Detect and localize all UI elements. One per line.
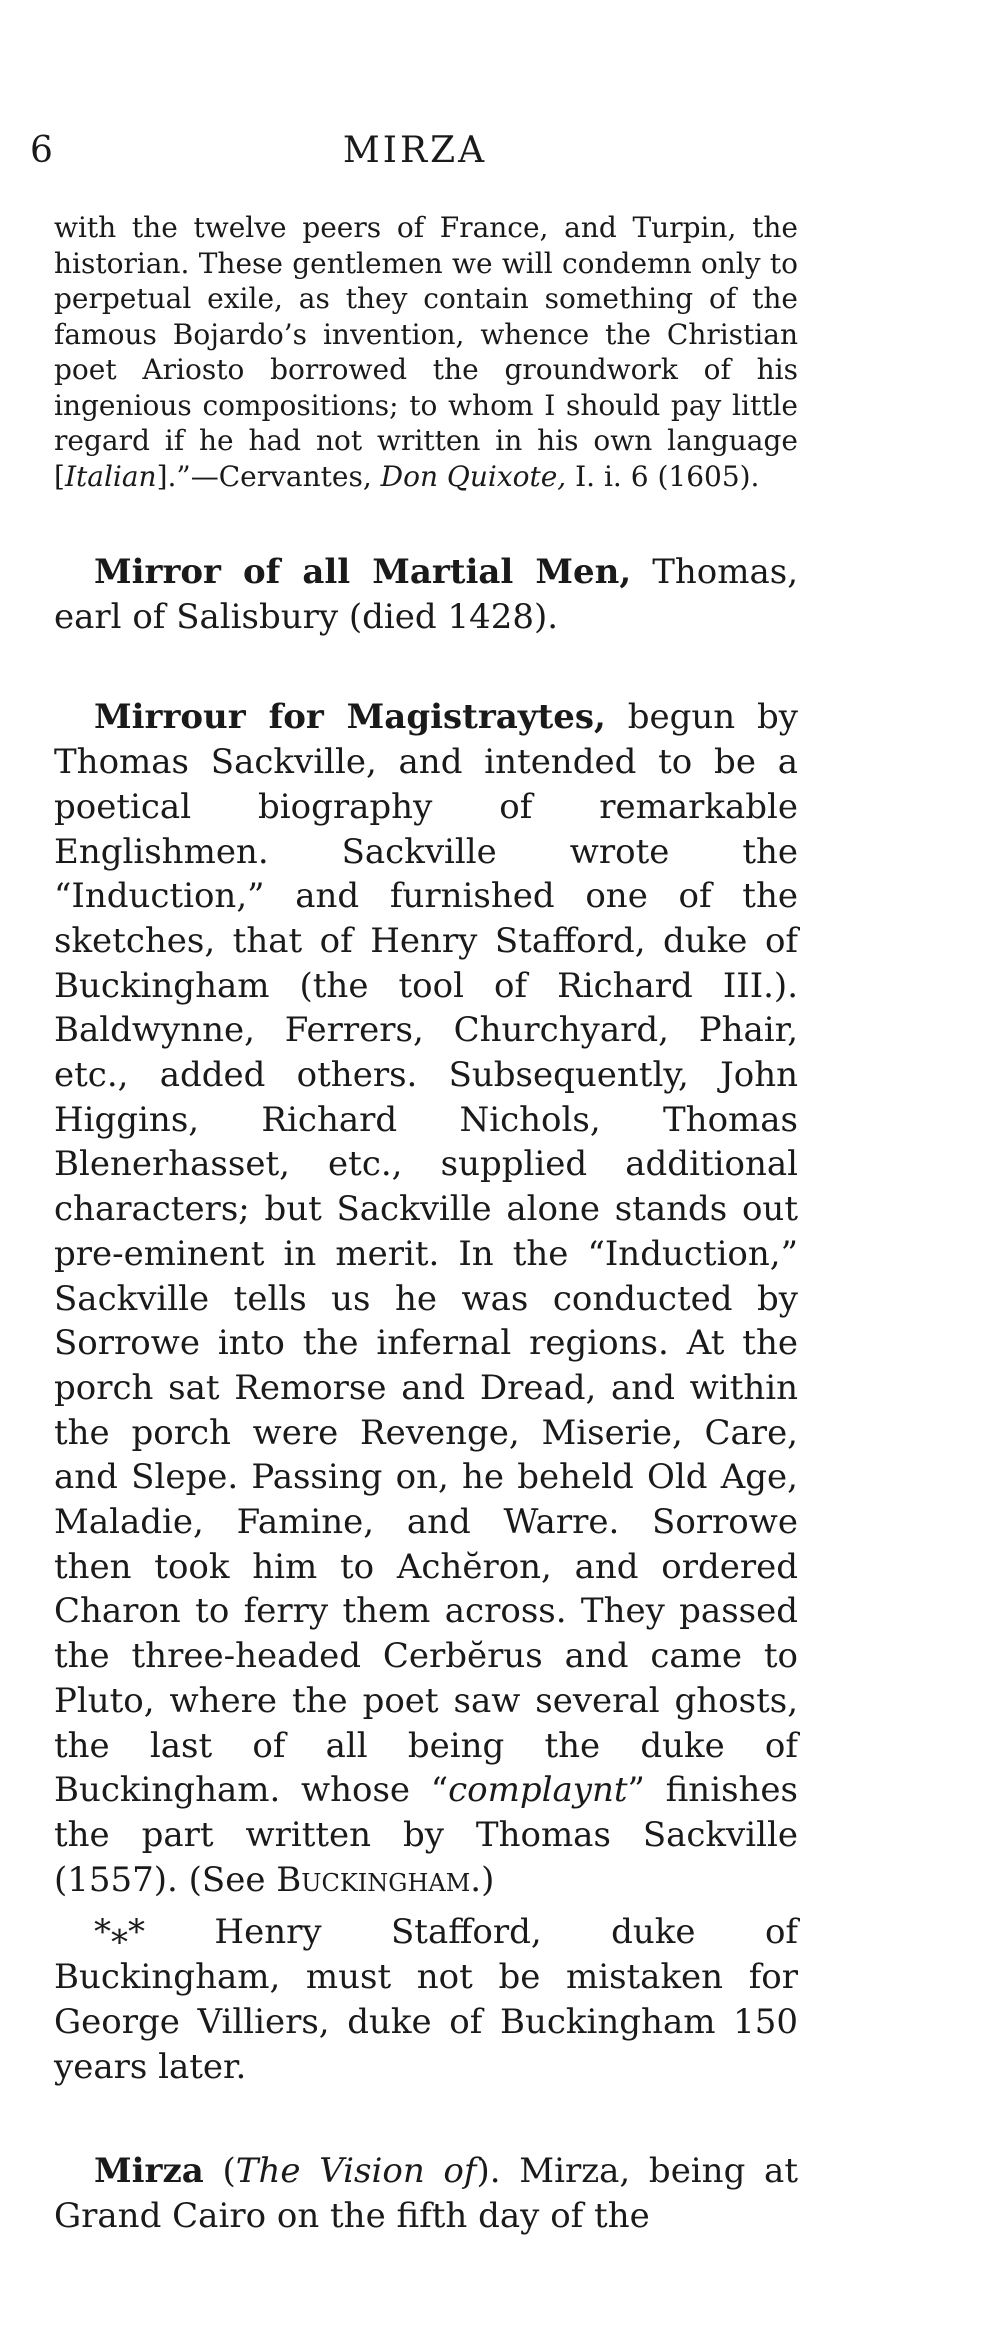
text-column: [54, 210, 798, 2239]
continuation-paragraph: [54, 210, 798, 494]
entry-mirror-martial: [54, 550, 798, 639]
page-header: [30, 126, 800, 176]
cross-reference: Buckingham: [276, 1859, 471, 1900]
entry-text: ” finishes the part written by Thomas Sackville (1557). (See: [54, 1770, 798, 1900]
note-paragraph: [54, 1910, 798, 2089]
entry-text: ). Mirza, being at Grand Cairo on the fifth day of the: [54, 2151, 798, 2236]
headword: Mirror of all Martial Men,: [94, 552, 632, 592]
entry-italic: The Vision of: [235, 2151, 477, 2192]
book-title: Don Quixote,: [380, 459, 567, 493]
entry-italic: complaynt: [448, 1770, 628, 1811]
entry-text: begun by Thomas Sackville, and intended to be a poetical biography of remarkable Englishmen. Sackville wrote the “Induction,” and furnished one of the sketches, that of Henry Stafford, duke of Buckingham (the tool of Richard III.). Baldwynne, Ferrers, Churchyard, Phair, etc., added others. Subsequently, John Higgins, Richard Nichols, Thomas Blenerhasset, etc., supplied additional characters; but Sackville alone stands out pre-eminent in merit. In the “Induction,” Sackville tells us he was conducted by Sorrowe into the infernal regions. At the porch sat Remorse and Dread, and within the porch were Revenge, Miserie, Care, and Slepe. Passing on, he beheld Old Age, Maladie, Famine, and Warre. Sorrowe then took him to Achĕron, and ordered Charon to ferry them across. They passed the three-headed Cerbĕrus and came to Pluto, where the poet saw several ghosts, the last of all being the duke of Buckingham. whose “: [54, 697, 798, 1811]
entry-text: Thomas, earl of Salisbury (died 1428).: [54, 552, 799, 637]
entry-text: .): [470, 1859, 495, 1900]
continuation-text: with the twelve peers of France, and Turpin, the historian. These gentlemen we will condemn only to perpetual exile, as they contain something of the famous Bojardo’s invention, whence the Christian poet Ariosto borrowed the groundwork of his ingenious compositions; to whom I should pay little regard if he had not written in his own language [: [54, 211, 798, 493]
entry-mirza: [54, 2149, 798, 2238]
running-head: MIRZA: [342, 130, 488, 171]
continuation-text: ].”—Cervantes,: [156, 459, 381, 493]
note-text: *⁎* Henry Stafford, duke of Buckingham, must not be mistaken for George Villiers, duke of Buckingham 150 years later.: [54, 1912, 798, 2087]
headword: Mirrour for Magistraytes,: [94, 697, 606, 738]
entry-text: (: [203, 2151, 236, 2192]
continuation-italic: Italian: [64, 459, 157, 493]
entry-mirrour-magistraytes: [54, 695, 798, 1902]
headword: Mirza: [94, 2151, 204, 2192]
citation-text: I. i. 6 (1605).: [566, 459, 760, 493]
page-number: 6: [30, 130, 53, 171]
